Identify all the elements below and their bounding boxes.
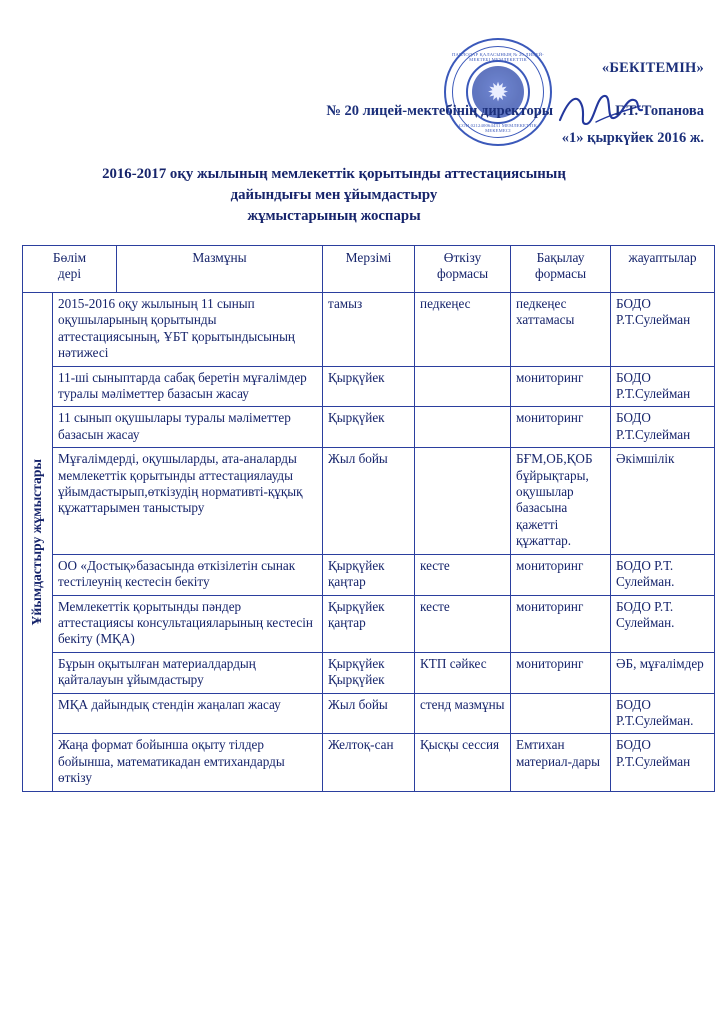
column-header-form-line2: формасы: [436, 266, 489, 282]
column-header-section: [23, 246, 117, 293]
table-row: [23, 407, 715, 448]
table-row: [23, 595, 715, 652]
cell-content: ОО «Достық»базасында өткізілетін сынак тестілеунің кестесін бекіту: [53, 554, 323, 595]
column-header-content: Мазмұны: [117, 246, 323, 293]
cell-content: Бұрын оқытылған материалдардың қайталауын ұйымдастыру: [53, 652, 323, 693]
cell-control: [511, 693, 611, 734]
page-title-line-2: дайындығы мен ұйымдастыру: [230, 187, 438, 203]
stamp-text-top: ПАВЛОДАР ҚАЛАСЫНЫҢ № 20 ЛИЦЕЙ-МЕКТЕБІ МЕМЛЕКЕТТІК: [451, 52, 544, 62]
cell-responsible: БОДО Р.Т.Сулейман: [611, 407, 715, 448]
cell-form: Қысқы сессия: [415, 734, 511, 791]
cell-form: [415, 366, 511, 407]
stamp-emblem-icon: ✹: [487, 78, 509, 107]
cell-control: мониторинг: [511, 554, 611, 595]
official-stamp-icon: [444, 38, 552, 146]
document-header: [0, 0, 722, 160]
cell-form: кесте: [415, 554, 511, 595]
column-header-form: [415, 246, 511, 293]
cell-content: МҚА дайындық стендін жаңалап жасау: [53, 693, 323, 734]
cell-form: [415, 448, 511, 554]
table-row: [23, 734, 715, 791]
cell-period: Желтоқ-сан: [323, 734, 415, 791]
approval-label: «БЕКІТЕМІН»: [601, 60, 704, 76]
cell-content: Мемлекеттік қорытынды пәндер аттестациясы консультацияларының кестесін бекіту (МҚА): [53, 595, 323, 652]
table-body: [23, 293, 715, 792]
column-header-control-line1: Бақылау: [536, 250, 585, 265]
table-row: [23, 693, 715, 734]
cell-period: Қырқүйек Қырқүйек: [323, 652, 415, 693]
table-row: [23, 554, 715, 595]
cell-period: Жыл бойы: [323, 448, 415, 554]
cell-content: 11 сынып оқушылары туралы мәліметтер базасын жасау: [53, 407, 323, 448]
column-header-period: Мерзімі: [323, 246, 415, 293]
cell-content: Мұғалімдерді, оқушыларды, ата-аналарды мемлекеттік қорытынды аттестациялауды ұйымдастырып,өткізудің нормативті-құқық құжаттарымен таныстыру: [53, 448, 323, 554]
plan-table: [22, 245, 715, 792]
cell-content: 11-ші сыныптарда сабақ беретін мұғалімдер туралы мәліметтер базасын жасау: [53, 366, 323, 407]
column-header-section-line1: Бөлім: [52, 250, 87, 265]
cell-control: БҒМ,ОБ,ҚОБ бұйрықтары, оқушылар базасына қажетті құжаттар.: [511, 448, 611, 554]
cell-form: стенд мазмұны: [415, 693, 511, 734]
cell-form: КТП сәйкес: [415, 652, 511, 693]
director-name: Г.Т. Топанова: [615, 103, 704, 119]
cell-responsible: БОДО Р.Т.Сулейман.: [611, 693, 715, 734]
cell-responsible: БОДО Р.Т. Сулейман.: [611, 595, 715, 652]
cell-period: тамыз: [323, 293, 415, 367]
column-header-form-line1: Өткізу: [443, 250, 482, 265]
cell-control: мониторинг: [511, 407, 611, 448]
cell-content: 2015-2016 оқу жылының 11 сынып оқушыларының қорытынды аттестациясының, ҰБТ қорытындысының нәтижесі: [53, 293, 323, 367]
column-header-responsible: жауаптылар: [611, 246, 715, 293]
cell-form: кесте: [415, 595, 511, 652]
column-header-control: [511, 246, 611, 293]
director-line: [326, 103, 704, 120]
table-row: [23, 448, 715, 554]
cell-period: Қырқүйек қаңтар: [323, 554, 415, 595]
cell-form: [415, 407, 511, 448]
cell-control: мониторинг: [511, 652, 611, 693]
director-title: № 20 лицей-мектебінің директоры: [326, 103, 554, 119]
cell-period: Қырқүйек: [323, 366, 415, 407]
cell-form: педкеңес: [415, 293, 511, 367]
table-row: [23, 366, 715, 407]
table-head: [23, 246, 715, 293]
row-group-label: Ұйымдастыру жұмыстары: [29, 458, 45, 626]
stamp-text-bottom: СОН 021240064431 МЕМЛЕКЕТТІК МЕКЕМЕСІ: [458, 123, 538, 133]
cell-responsible: БОДО Р.Т.Сулейман: [611, 366, 715, 407]
cell-content: Жаңа формат бойынша оқыту тілдер бойынша, математикадан емтихандарды өткізу: [53, 734, 323, 791]
cell-responsible: Әкімшілік: [611, 448, 715, 554]
table-row: [23, 293, 715, 367]
cell-responsible: БОДО Р.Т.Сулейман: [611, 293, 715, 367]
cell-responsible: БОДО Р.Т. Сулейман.: [611, 554, 715, 595]
cell-control: Емтихан материал-дары: [511, 734, 611, 791]
cell-period: Жыл бойы: [323, 693, 415, 734]
column-header-section-line2: дері: [57, 266, 82, 282]
cell-period: Қырқүйек: [323, 407, 415, 448]
row-group-label-cell: [23, 293, 53, 792]
column-header-control-line2: формасы: [534, 266, 587, 282]
table-header-row: [23, 246, 715, 293]
approval-date: «1» қыркүйек 2016 ж.: [561, 130, 704, 146]
cell-responsible: БОДО Р.Т.Сулейман: [611, 734, 715, 791]
page-title-line-1: 2016-2017 оқу жылының мемлекеттік қорытынды аттестациясының: [102, 166, 566, 182]
page-title-line-3: жұмыстарының жоспары: [247, 208, 421, 224]
cell-period: Қырқүйек қаңтар: [323, 595, 415, 652]
plan-table-wrapper: [0, 245, 722, 792]
cell-responsible: ӘБ, мұғалімдер: [611, 652, 715, 693]
page-title: [0, 164, 722, 227]
table-row: [23, 652, 715, 693]
cell-control: мониторинг: [511, 595, 611, 652]
cell-control: педкеңес хаттамасы: [511, 293, 611, 367]
cell-control: мониторинг: [511, 366, 611, 407]
